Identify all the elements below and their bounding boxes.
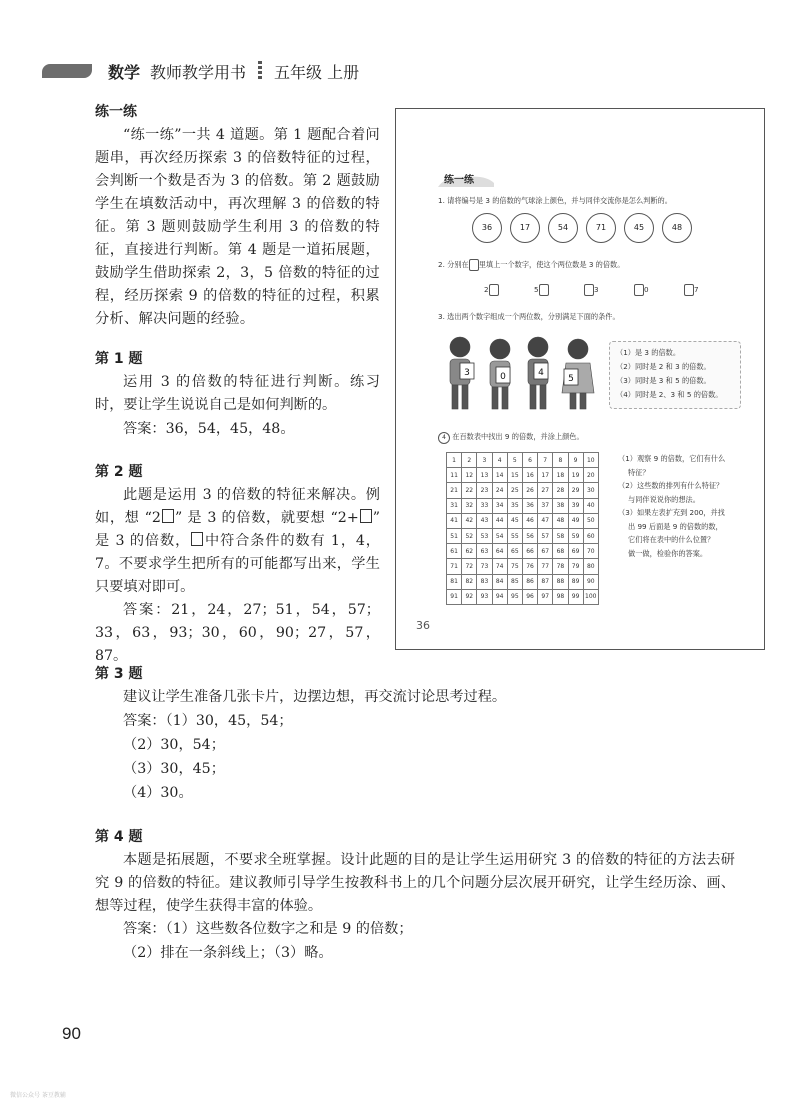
- q2-text-b: ” 是 3 的倍数，就要想 “2+: [174, 510, 359, 526]
- hundred-chart-cell: 63: [477, 544, 492, 559]
- balloon: 54: [548, 213, 578, 243]
- balloon: 48: [662, 213, 692, 243]
- hundred-chart-cell: 11: [447, 468, 462, 483]
- hundred-chart-cell: 47: [538, 513, 553, 528]
- hundred-chart-cell: 98: [553, 589, 568, 604]
- hundred-chart-cell: 58: [553, 528, 568, 543]
- hundred-chart-cell: 30: [583, 483, 598, 498]
- q4-heading: 第 4 题: [95, 829, 143, 845]
- hundred-chart-row: [447, 559, 599, 574]
- hundred-chart-cell: 72: [462, 559, 477, 574]
- hundred-chart-cell: 45: [507, 513, 522, 528]
- practice-heading: 练一练: [95, 104, 137, 120]
- page-number: 90: [62, 1024, 81, 1043]
- condition-item: （3）同时是 3 和 5 的倍数。: [616, 376, 711, 385]
- hundred-chart-cell: 6: [522, 453, 537, 468]
- hundred-chart-cell: 59: [568, 528, 583, 543]
- textbook-page-number: 36: [416, 619, 430, 632]
- hundred-chart-cell: 27: [538, 483, 553, 498]
- q4-question-line: （3）如果左表扩充到 200，并找: [618, 508, 725, 517]
- q1-heading: 第 1 题: [95, 351, 143, 367]
- hundred-chart-cell: 93: [477, 589, 492, 604]
- hundred-chart-cell: 16: [522, 468, 537, 483]
- hundred-chart-cell: 28: [553, 483, 568, 498]
- hundred-chart-cell: 81: [447, 574, 462, 589]
- balloon: 17: [510, 213, 540, 243]
- hundred-chart-cell: 25: [507, 483, 522, 498]
- hundred-chart-cell: 91: [447, 589, 462, 604]
- hundred-chart-cell: 38: [553, 498, 568, 513]
- q3-text: 建议让学生准备几张卡片，边摆边想，再交流讨论思考过程。: [123, 689, 507, 705]
- q2-text-d: 中符合条件的数有 1，4，7。不要求学生把所有的可能都写出来，学生只要填对即可。: [95, 533, 380, 595]
- textbook-q4: [438, 431, 584, 444]
- header-separator: [258, 61, 262, 79]
- hundred-chart-cell: 14: [492, 468, 507, 483]
- hundred-chart-row: [447, 468, 599, 483]
- hundred-chart-cell: 82: [462, 574, 477, 589]
- practice-intro: “练一练”一共 4 道题。第 1 题配合着问题串，再次经历探索 3 的倍数特征的过程，会判断一个数是否为 3 的倍数。第 2 题鼓励学生在填数活动中，再次理解 3 的倍数的特征。第 3 题则鼓励学生利用 3 的倍数的特征，直接进行判断。第 4 题是一道拓展题，鼓励学生借助探索 2，3，5 倍数的特征的过程，经历探索 9 的倍数的特征的过程，积累分析、解决问题的经验。: [95, 127, 380, 327]
- hundred-chart-cell: 48: [553, 513, 568, 528]
- hundred-chart-cell: 79: [568, 559, 583, 574]
- q3-answer-2: （2）30，54；: [123, 737, 225, 753]
- hundred-chart-cell: 84: [492, 574, 507, 589]
- hundred-chart-cell: 67: [538, 544, 553, 559]
- hundred-chart-cell: 80: [583, 559, 598, 574]
- hundred-chart-cell: 52: [462, 528, 477, 543]
- q4-question-line: 它们将在表中的什么位置？: [628, 535, 715, 544]
- condition-item: （2）同时是 2 和 3 的倍数。: [616, 362, 711, 371]
- hundred-chart-cell: 15: [507, 468, 522, 483]
- hundred-chart-cell: 85: [507, 574, 522, 589]
- hundred-chart-cell: 23: [477, 483, 492, 498]
- balloon: 45: [624, 213, 654, 243]
- hundred-chart-row: [447, 498, 599, 513]
- hundred-chart-row: [447, 513, 599, 528]
- hundred-chart-cell: 4: [492, 453, 507, 468]
- hundred-chart-cell: 57: [538, 528, 553, 543]
- hundred-chart-cell: 70: [583, 544, 598, 559]
- hundred-chart-cell: 97: [538, 589, 553, 604]
- hundred-chart-cell: 21: [447, 483, 462, 498]
- hundred-chart-cell: 88: [553, 574, 568, 589]
- hundred-chart-cell: 78: [553, 559, 568, 574]
- hundred-chart-cell: 73: [477, 559, 492, 574]
- hundred-chart-cell: 74: [492, 559, 507, 574]
- header-tab-decoration: [42, 64, 92, 78]
- hundred-chart-row: [447, 528, 599, 543]
- hundred-chart-cell: 40: [583, 498, 598, 513]
- hundred-chart-cell: 61: [447, 544, 462, 559]
- hundred-chart: [446, 452, 599, 605]
- hundred-chart-cell: 18: [553, 468, 568, 483]
- hundred-chart-cell: 2: [462, 453, 477, 468]
- hundred-chart-cell: 94: [492, 589, 507, 604]
- q2-text-c: ” 是 3 的倍数，: [95, 510, 380, 549]
- hundred-chart-cell: 5: [507, 453, 522, 468]
- card-digit: 4: [538, 368, 544, 378]
- textbook-q3: 3. 选出两个数字组成一个两位数，分别满足下面的条件。: [438, 312, 620, 321]
- hundred-chart-cell: 51: [447, 528, 462, 543]
- textbook-page-image: [395, 108, 765, 650]
- hundred-chart-cell: 56: [522, 528, 537, 543]
- watermark: 微信公众号 茶豆教辅: [10, 1092, 66, 1099]
- q2-text: [95, 484, 380, 599]
- textbook-q2-a: 2. 分别在: [438, 260, 469, 269]
- blank-box-icon: [684, 284, 694, 296]
- blank-box-icon: [469, 259, 479, 271]
- hundred-chart-cell: 62: [462, 544, 477, 559]
- q4-number-badge: 4: [438, 432, 450, 444]
- hundred-chart-cell: 46: [522, 513, 537, 528]
- hundred-chart-cell: 90: [583, 574, 598, 589]
- hundred-chart-cell: 31: [447, 498, 462, 513]
- fill-item: 2: [484, 284, 499, 296]
- hundred-chart-cell: 87: [538, 574, 553, 589]
- condition-item: （1）是 3 的倍数。: [616, 348, 681, 357]
- hundred-chart-cell: 13: [477, 468, 492, 483]
- hundred-chart-cell: 95: [507, 589, 522, 604]
- hundred-chart-cell: 29: [568, 483, 583, 498]
- hundred-chart-row: [447, 589, 599, 604]
- card-digit: 0: [500, 372, 506, 382]
- hundred-chart-cell: 54: [492, 528, 507, 543]
- hundred-chart-cell: 92: [462, 589, 477, 604]
- hundred-chart-cell: 53: [477, 528, 492, 543]
- hundred-chart-cell: 76: [522, 559, 537, 574]
- q3-heading: 第 3 题: [95, 666, 143, 682]
- hundred-chart-cell: 89: [568, 574, 583, 589]
- hundred-chart-cell: 75: [507, 559, 522, 574]
- condition-item: （4）同时是 2、3 和 5 的倍数。: [616, 390, 723, 399]
- header-grade: 五年级 上册: [274, 63, 360, 82]
- q1-answer: 答案：36，54，45，48。: [123, 421, 295, 437]
- hundred-chart-cell: 49: [568, 513, 583, 528]
- hundred-chart-cell: 60: [583, 528, 598, 543]
- textbook-heading: 练一练: [444, 175, 474, 186]
- hundred-chart-cell: 7: [538, 453, 553, 468]
- hundred-chart-cell: 64: [492, 544, 507, 559]
- hundred-chart-cell: 83: [477, 574, 492, 589]
- card-digit: 3: [464, 368, 470, 378]
- q4-question-line: 特征？: [628, 467, 650, 477]
- hundred-chart-cell: 32: [462, 498, 477, 513]
- blank-box-icon: [191, 532, 203, 546]
- q4-question-line: 与同伴说说你的想法。: [628, 494, 700, 504]
- fill-item: 7: [684, 284, 699, 296]
- q2-answer: 答案：21，24，27；51，54，57；33，63，93；30，60，90；27，57，87。: [95, 602, 380, 664]
- header-subtitle: 教师教学用书: [150, 63, 247, 82]
- hundred-chart-cell: 77: [538, 559, 553, 574]
- page-header: [0, 55, 800, 85]
- hundred-chart-cell: 41: [447, 513, 462, 528]
- header-title: 数学: [108, 63, 141, 82]
- hundred-chart-row: [447, 544, 599, 559]
- children-holding-cards-illustration: [438, 331, 603, 413]
- textbook-q2: [438, 259, 624, 271]
- hundred-chart-row: [447, 453, 599, 468]
- fill-item: 5: [534, 284, 549, 296]
- hundred-chart-cell: 33: [477, 498, 492, 513]
- balloon: 36: [472, 213, 502, 243]
- hundred-chart-cell: 39: [568, 498, 583, 513]
- hundred-chart-cell: 99: [568, 589, 583, 604]
- hundred-chart-cell: 44: [492, 513, 507, 528]
- blank-box-icon: [162, 509, 174, 523]
- hundred-chart-cell: 71: [447, 559, 462, 574]
- q4-text: 本题是拓展题，不要求全班掌握。设计此题的目的是让学生运用研究 3 的倍数的特征的方法去研究 9 的倍数的特征。建议教师引导学生按教科书上的几个问题分层次展开研究，让学生经历涂、画、想等过程，使学生获得丰富的体验。: [95, 852, 735, 914]
- q1-text: 运用 3 的倍数的特征进行判断。练习时，要让学生说说自己是如何判断的。: [95, 374, 380, 413]
- hundred-chart-cell: 96: [522, 589, 537, 604]
- hundred-chart-cell: 22: [462, 483, 477, 498]
- hundred-chart-cell: 36: [522, 498, 537, 513]
- hundred-chart-cell: 8: [553, 453, 568, 468]
- hundred-chart-cell: 20: [583, 468, 598, 483]
- textbook-q1: 1. 请将编号是 3 的倍数的气球涂上颜色，并与同伴交流你是怎么判断的。: [438, 196, 672, 205]
- hundred-chart-cell: 68: [553, 544, 568, 559]
- q4-answer-1: 答案：（1）这些数各位数字之和是 9 的倍数；: [123, 921, 413, 937]
- hundred-chart-cell: 66: [522, 544, 537, 559]
- hundred-chart-cell: 42: [462, 513, 477, 528]
- hundred-chart-cell: 3: [477, 453, 492, 468]
- hundred-chart-cell: 43: [477, 513, 492, 528]
- hundred-chart-cell: 1: [447, 453, 462, 468]
- blank-box-icon: [360, 509, 372, 523]
- textbook-q4-text: 在百数表中找出 9 的倍数，并涂上颜色。: [452, 432, 584, 441]
- card-digit: 5: [568, 374, 574, 384]
- fill-item: 3: [584, 284, 599, 296]
- hundred-chart-cell: 19: [568, 468, 583, 483]
- q2-text-a: 此题是运用 3 的倍数的特征来解决。例如，想 “2: [95, 487, 380, 526]
- hundred-chart-cell: 12: [462, 468, 477, 483]
- q2-heading: 第 2 题: [95, 464, 143, 480]
- hundred-chart-cell: 35: [507, 498, 522, 513]
- q4-answer-2: （2）排在一条斜线上；（3）略。: [123, 945, 333, 961]
- hundred-chart-cell: 34: [492, 498, 507, 513]
- blank-box-icon: [584, 284, 594, 296]
- q4-question-line: （1）观察 9 的倍数，它们有什么: [618, 454, 726, 463]
- blank-box-icon: [539, 284, 549, 296]
- hundred-chart-cell: 65: [507, 544, 522, 559]
- hundred-chart-cell: 50: [583, 513, 598, 528]
- hundred-chart-row: [447, 483, 599, 498]
- blank-box-icon: [634, 284, 644, 296]
- hundred-chart-cell: 10: [583, 453, 598, 468]
- hundred-chart-cell: 24: [492, 483, 507, 498]
- hundred-chart-cell: 69: [568, 544, 583, 559]
- q4-question-line: 出 99 后面是 9 的倍数的数，: [628, 521, 723, 531]
- textbook-q2-b: 里填上一个数字，使这个两位数是 3 的倍数。: [478, 260, 625, 269]
- q4-question-line: （2）这些数的排列有什么特征？: [618, 481, 724, 490]
- q3-answer-4: （4）30。: [123, 785, 193, 801]
- hundred-chart-row: [447, 574, 599, 589]
- hundred-chart-cell: 86: [522, 574, 537, 589]
- balloon: 71: [586, 213, 616, 243]
- hundred-chart-cell: 100: [583, 589, 598, 604]
- q3-answer-1: 答案：（1）30，45，54；: [123, 713, 293, 729]
- hundred-chart-cell: 9: [568, 453, 583, 468]
- q4-question-line: 做一做，检验你的答案。: [628, 548, 708, 558]
- hundred-chart-cell: 55: [507, 528, 522, 543]
- blank-box-icon: [489, 284, 499, 296]
- q3-answer-3: （3）30，45；: [123, 761, 225, 777]
- hundred-chart-cell: 26: [522, 483, 537, 498]
- fill-item: 0: [634, 284, 649, 296]
- hundred-chart-cell: 37: [538, 498, 553, 513]
- hundred-chart-cell: 17: [538, 468, 553, 483]
